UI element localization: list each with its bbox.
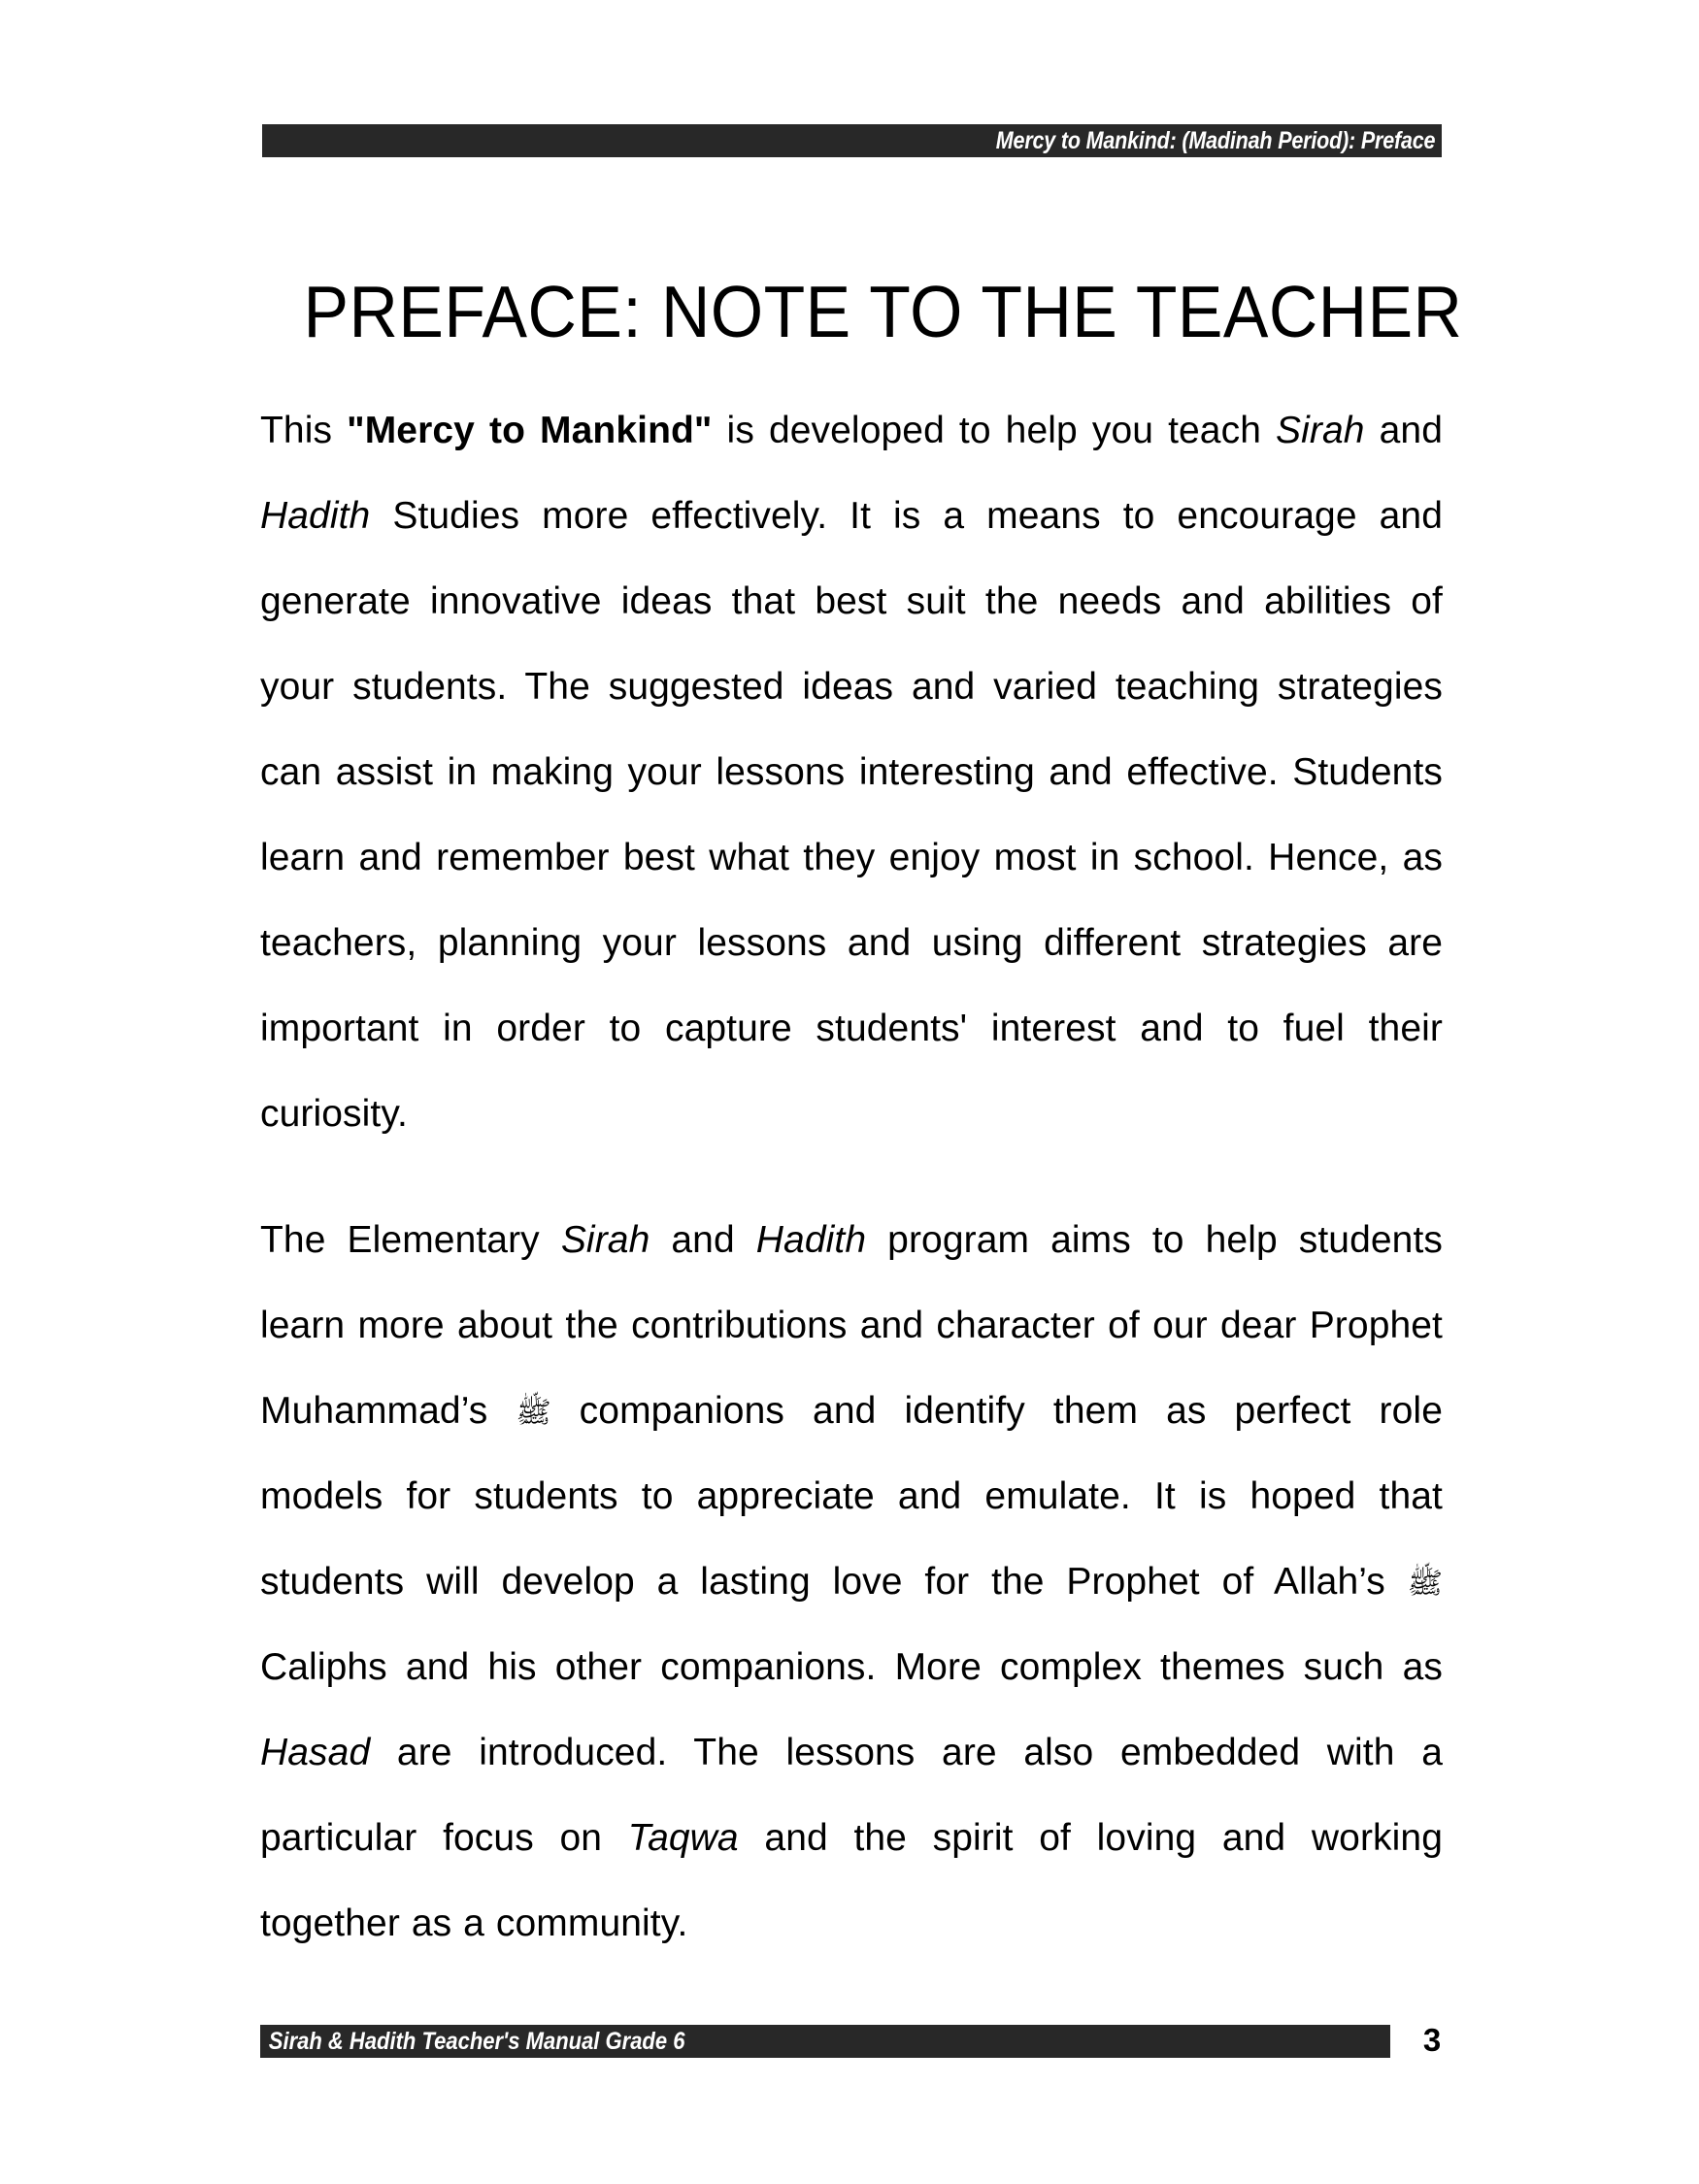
- emphasis-bold: "Mercy to Mankind": [347, 410, 713, 451]
- text-run: Caliphs and his other companions. More complex themes such as: [260, 1646, 1443, 1688]
- paragraph-1: [260, 388, 1443, 1157]
- emphasis-italic: Hadith: [755, 1219, 867, 1261]
- text-run: program aims to help students learn more about the contributions and character of our dear Prophet Muhammad’s: [260, 1219, 1443, 1432]
- text-run: This: [260, 410, 348, 451]
- text-run: and: [650, 1219, 756, 1261]
- paragraph-2: [260, 1198, 1443, 1967]
- running-footer-text: Sirah & Hadith Teacher's Manual Grade 6: [268, 2027, 685, 2055]
- salawat-icon: ﷺ: [516, 1396, 551, 1430]
- emphasis-italic: Hadith: [260, 495, 371, 537]
- emphasis-italic: Taqwa: [627, 1817, 739, 1859]
- emphasis-italic: Sirah: [1276, 410, 1365, 451]
- salawat-icon: ﷺ: [1407, 1567, 1443, 1601]
- emphasis-italic: Sirah: [560, 1219, 650, 1261]
- text-run: is developed to help you teach: [712, 410, 1277, 451]
- page-number: 3: [1422, 2022, 1442, 2058]
- body-text-area: [260, 388, 1443, 1967]
- page-title: PREFACE: NOTE TO THE TEACHER: [303, 271, 1463, 353]
- text-run: companions and identify them as perfect role models for students to appreciate and emulate. It is hoped that students will develop a lasting love for the Prophet of Allah’s: [260, 1390, 1443, 1603]
- text-run: and: [1364, 410, 1443, 451]
- text-run: and the spirit of loving and working together as a community.: [260, 1817, 1443, 1944]
- text-run: Studies more effectively. It is a means to encourage and generate innovative ideas that best suit the needs and abilities of your students. The suggested ideas and varied teaching strategies can assist in making your lessons interesting and effective. Students learn and remember best what they enjoy most in school. Hence, as teachers, planning your lessons and using different strategies are important in order to capture students' interest and to fuel their curiosity.: [260, 495, 1443, 1135]
- text-run: are introduced. The lessons are also embedded with a particular focus on: [260, 1732, 1443, 1859]
- running-header-text: Mercy to Mankind: (Madinah Period): Preface: [995, 126, 1436, 154]
- emphasis-italic: Hasad: [260, 1732, 371, 1773]
- text-run: The Elementary: [260, 1219, 561, 1261]
- running-footer-bar: [260, 2025, 1390, 2058]
- running-header-bar: [262, 124, 1442, 157]
